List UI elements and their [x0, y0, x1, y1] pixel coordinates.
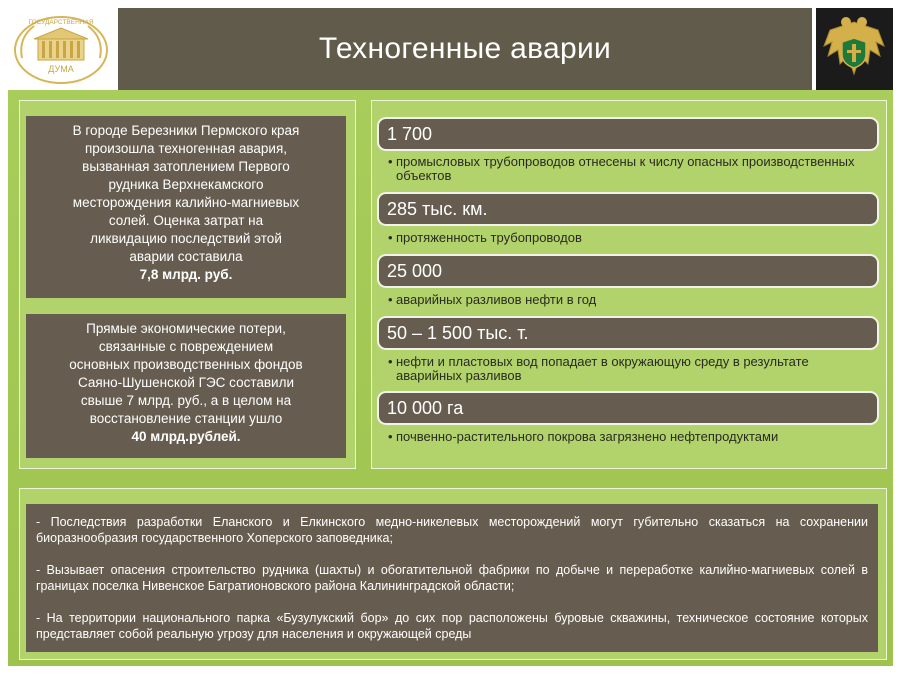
title-bar [118, 8, 812, 90]
eagle-emblem-icon [816, 8, 893, 90]
stat-value-length: 285 тыс. км. [377, 192, 879, 226]
stat-value-pipelines: 1 700 [377, 117, 879, 151]
stat-value-oil-water: 50 – 1 500 тыс. т. [377, 316, 879, 350]
text-line: восстановление станции ушло [89, 411, 283, 426]
text-line: произошла техногенная авария, [84, 141, 288, 156]
text-line: основных производственных фондов [69, 357, 303, 372]
risk-paragraph: - На территории национального парка «Бузулукский бор» до сих пор расположены буровые скважины, техническое состояние которых представляет собой реальную угрозу для населения и окружающей среды [36, 611, 868, 641]
cost-highlight: 7,8 млрд. руб. [139, 267, 233, 282]
stat-desc-spills: • аварийных разливов нефти в год [396, 293, 866, 307]
page-title: Техногенные аварии [318, 32, 612, 65]
text-line: В городе Березники Пермского края [72, 123, 300, 138]
text-line: рудника Верхнекамского [108, 177, 264, 192]
logo-text-bottom: ДУМА [48, 64, 74, 74]
text-line: месторождения калийно-магниевых [72, 195, 300, 210]
text-line: вызванная затоплением Первого [82, 159, 290, 174]
environmental-risks-box [26, 504, 878, 652]
text-line: связанные с повреждением [98, 339, 274, 354]
logo-text-top: ГОСУДАРСТВЕННАЯ [28, 19, 94, 26]
risk-paragraph: - Последствия разработки Еланского и Елкинского медно-никелевых месторождений могут губительно сказаться на сохранении биоразнообразия государственного Хоперского заповедника; [36, 515, 868, 545]
risk-paragraph: - Вызывает опасения строительство рудника (шахты) и обогатительной фабрики по добыче и переработке калийно-магниевых солей в границах поселка Нивенское Багратионовского района Калининградской области; [36, 563, 868, 593]
text-line: ликвидацию последствий этой [90, 231, 282, 246]
stat-value-spills: 25 000 [377, 254, 879, 288]
text-line: свыше 7 млрд. руб., а в целом на [80, 393, 292, 408]
sayano-shushenskaya-box [26, 314, 346, 458]
duma-emblem-icon [8, 8, 114, 90]
stat-desc-length: • протяженность трубопроводов [396, 231, 866, 245]
text-line: Прямые экономические потери, [86, 321, 286, 336]
berezniki-accident-box [26, 116, 346, 298]
cost-highlight: 40 млрд.рублей. [131, 429, 241, 444]
ministry-emblem [816, 8, 893, 90]
text-line: солей. Оценка затрат на [108, 213, 264, 228]
text-line: Саяно-Шушенской ГЭС составили [77, 375, 295, 390]
state-duma-logo [8, 8, 114, 90]
stat-desc-pipelines: • промысловых трубопроводов отнесены к числу опасных производственных объектов [396, 155, 866, 183]
stat-desc-soil: • почвенно-растительного покрова загрязнено нефтепродуктами [396, 430, 866, 444]
text-line: аварии составила [129, 249, 243, 264]
stat-desc-oil-water: • нефти и пластовых вод попадает в окружающую среду в результате аварийных разливов [396, 355, 866, 383]
stat-value-soil: 10 000 га [377, 391, 879, 425]
